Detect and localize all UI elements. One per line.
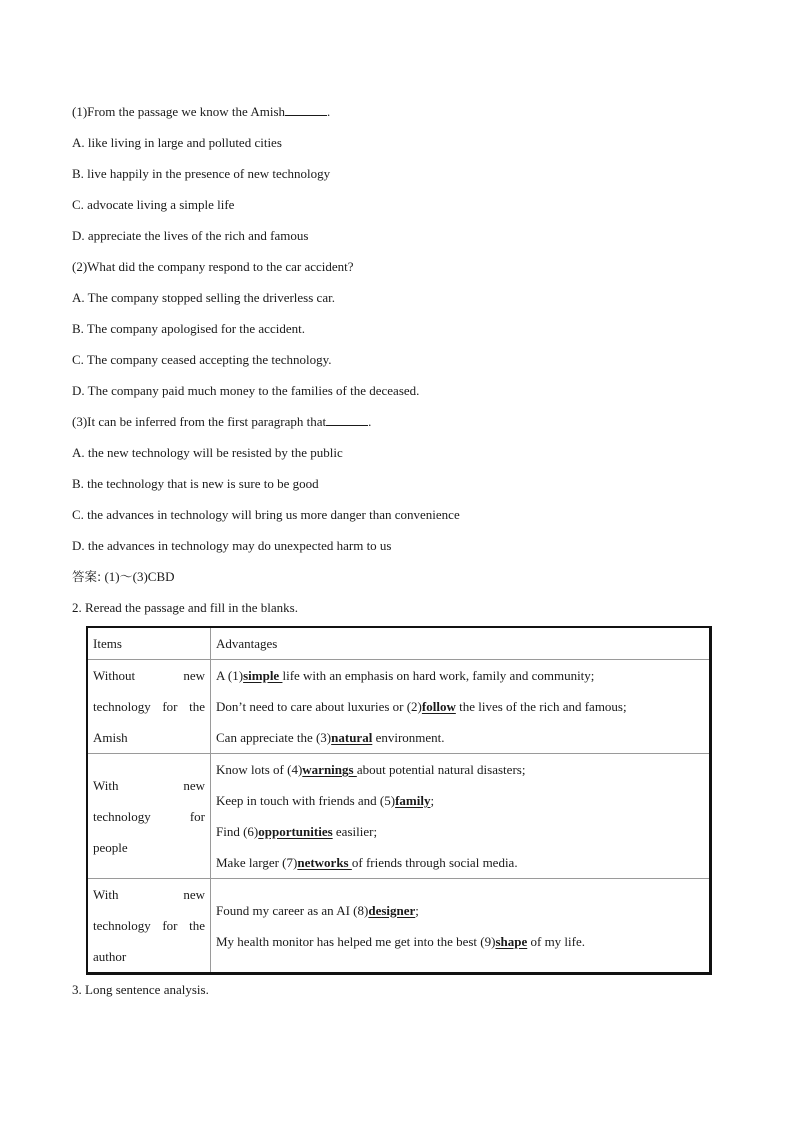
document-page (72, 102, 722, 997)
advantage-line: A (1)simple life with an emphasis on hard work, family and community; (216, 668, 595, 683)
question-3-option-c: C. the advances in technology will bring us more danger than convenience (72, 507, 460, 522)
advantage-line: Keep in touch with friends and (5)family; (216, 793, 435, 808)
question-1-stem: (1)From the passage we know the Amish . (72, 104, 331, 119)
question-1-option-b: B. live happily in the presence of new technology (72, 166, 331, 181)
question-3-option-a: A. the new technology will be resisted by the public (72, 445, 343, 460)
filled-answer: simple (243, 668, 283, 683)
filled-answer: natural (331, 730, 373, 745)
question-1-option-d: D. appreciate the lives of the rich and famous (72, 228, 309, 243)
filled-answer: family (395, 793, 431, 808)
filled-answer: warnings (302, 762, 357, 777)
answer-blank (285, 102, 327, 116)
header-items: Items (87, 627, 211, 660)
table-row (87, 879, 711, 974)
advantage-line: Can appreciate the (3)natural environment. (216, 730, 445, 745)
advantage-line: My health monitor has helped me get into the best (9)shape of my life. (216, 933, 585, 949)
section-3-title: 3. Long sentence analysis. (72, 982, 209, 997)
question-2-option-b: B. The company apologised for the accident. (72, 321, 305, 336)
row-item-cell: With new technology for people (87, 754, 211, 879)
advantage-line: Don’t need to care about luxuries or (2)follow the lives of the rich and famous; (216, 699, 627, 714)
row-advantages-cell (211, 754, 711, 879)
advantage-line: Find (6)opportunities easilier; (216, 824, 378, 839)
question-2-option-c: C. The company ceased accepting the technology. (72, 352, 332, 367)
question-2-option-a: A. The company stopped selling the driverless car. (72, 290, 335, 305)
row-advantages-cell (211, 660, 711, 754)
answer-label: 答案: (72, 569, 102, 584)
question-2-stem: (2)What did the company respond to the car accident? (72, 259, 354, 274)
row-item-cell: With new technology for the author (87, 879, 211, 974)
filled-answer: designer (368, 902, 416, 918)
advantages-table (86, 626, 712, 975)
table-row (87, 754, 711, 879)
question-1-option-a: A. like living in large and polluted cities (72, 135, 282, 150)
advantage-line: Make larger (7)networks of friends through social media. (216, 855, 518, 870)
header-advantages: Advantages (211, 627, 711, 660)
section-2-title: 2. Reread the passage and fill in the blanks. (72, 600, 298, 615)
filled-answer: follow (421, 699, 456, 714)
table-row (87, 660, 711, 754)
question-3-stem: (3)It can be inferred from the first paragraph that . (72, 414, 372, 429)
question-3-option-b: B. the technology that is new is sure to be good (72, 476, 319, 491)
row-item-cell: Without new technology for the Amish (87, 660, 211, 754)
row-advantages-cell (211, 879, 711, 974)
table-header-row (87, 627, 711, 660)
advantage-line: Know lots of (4)warnings about potential natural disasters; (216, 762, 526, 777)
question-3-option-d: D. the advances in technology may do unexpected harm to us (72, 538, 392, 553)
advantage-line: Found my career as an AI (8)designer; (216, 902, 419, 918)
filled-answer: networks (297, 855, 352, 870)
answer-value: (1)～(3)CBD (101, 569, 175, 584)
filled-answer: opportunities (258, 824, 333, 839)
filled-answer: shape (495, 933, 528, 949)
answer-key (72, 567, 722, 598)
question-1-option-c: C. advocate living a simple life (72, 197, 235, 212)
answer-blank (326, 412, 368, 426)
question-2-option-d: D. The company paid much money to the families of the deceased. (72, 383, 420, 398)
